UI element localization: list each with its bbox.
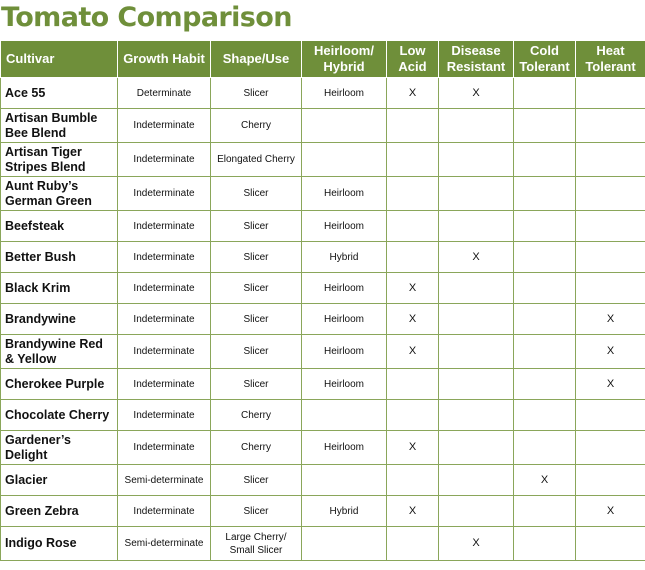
cell-heat-tolerant: X	[576, 304, 645, 335]
cell-cold-tolerant	[514, 304, 576, 335]
col-header-cold-tolerant: Cold Tolerant	[514, 41, 576, 78]
cell-disease-resistant	[439, 143, 514, 177]
cell-cultivar: Brandywine Red & Yellow	[1, 335, 118, 369]
cell-heat-tolerant	[576, 78, 645, 109]
cell-heat-tolerant	[576, 273, 645, 304]
cell-cold-tolerant	[514, 78, 576, 109]
cell-heirloom-hybrid: Heirloom	[302, 78, 387, 109]
cell-cold-tolerant	[514, 496, 576, 527]
cell-cold-tolerant: X	[514, 465, 576, 496]
cell-disease-resistant	[439, 335, 514, 369]
cell-cold-tolerant	[514, 273, 576, 304]
cell-disease-resistant	[439, 369, 514, 400]
cell-low-acid: X	[387, 431, 439, 465]
cell-cultivar: Glacier	[1, 465, 118, 496]
cell-heat-tolerant	[576, 143, 645, 177]
table-row	[1, 400, 645, 431]
cell-disease-resistant	[439, 177, 514, 211]
cell-low-acid	[387, 400, 439, 431]
cell-shape-use: Slicer	[211, 335, 302, 369]
table-row	[1, 242, 645, 273]
cell-disease-resistant	[439, 304, 514, 335]
cell-cultivar: Black Krim	[1, 273, 118, 304]
cell-growth-habit: Indeterminate	[118, 273, 211, 304]
cell-cold-tolerant	[514, 242, 576, 273]
cell-shape-use: Cherry	[211, 400, 302, 431]
cell-low-acid	[387, 177, 439, 211]
table-row	[1, 177, 645, 211]
cell-cold-tolerant	[514, 527, 576, 561]
cell-cold-tolerant	[514, 369, 576, 400]
cell-cold-tolerant	[514, 109, 576, 143]
cell-cultivar: Brandywine	[1, 304, 118, 335]
cell-shape-use: Slicer	[211, 78, 302, 109]
cell-cultivar: Artisan Bumble Bee Blend	[1, 109, 118, 143]
cell-cold-tolerant	[514, 177, 576, 211]
cell-disease-resistant	[439, 211, 514, 242]
table-row	[1, 304, 645, 335]
table-row	[1, 496, 645, 527]
cell-cold-tolerant	[514, 431, 576, 465]
cell-heirloom-hybrid	[302, 465, 387, 496]
cell-growth-habit: Indeterminate	[118, 242, 211, 273]
cell-cold-tolerant	[514, 211, 576, 242]
cell-heirloom-hybrid: Heirloom	[302, 304, 387, 335]
cell-growth-habit: Indeterminate	[118, 304, 211, 335]
col-header-heirloom-hybrid: Heirloom/ Hybrid	[302, 41, 387, 78]
table-row	[1, 109, 645, 143]
table-row	[1, 527, 645, 561]
cell-heat-tolerant	[576, 177, 645, 211]
col-header-growth-habit: Growth Habit	[118, 41, 211, 78]
cell-shape-use: Slicer	[211, 304, 302, 335]
cell-cultivar: Aunt Ruby’s German Green	[1, 177, 118, 211]
cell-cultivar: Gardener’s Delight	[1, 431, 118, 465]
cell-heirloom-hybrid	[302, 109, 387, 143]
table-row	[1, 78, 645, 109]
cell-low-acid	[387, 465, 439, 496]
table-row	[1, 335, 645, 369]
cell-low-acid	[387, 527, 439, 561]
cell-low-acid: X	[387, 273, 439, 304]
cell-heat-tolerant	[576, 109, 645, 143]
cell-disease-resistant: X	[439, 242, 514, 273]
cell-cold-tolerant	[514, 335, 576, 369]
cell-heat-tolerant: X	[576, 369, 645, 400]
cell-disease-resistant: X	[439, 78, 514, 109]
cell-shape-use: Slicer	[211, 273, 302, 304]
cell-low-acid	[387, 242, 439, 273]
cell-cultivar: Better Bush	[1, 242, 118, 273]
table-row	[1, 431, 645, 465]
col-header-disease-resistant: Disease Resistant	[439, 41, 514, 78]
cell-cultivar: Chocolate Cherry	[1, 400, 118, 431]
cell-heirloom-hybrid: Heirloom	[302, 273, 387, 304]
cell-disease-resistant	[439, 431, 514, 465]
cell-growth-habit: Indeterminate	[118, 109, 211, 143]
cell-disease-resistant	[439, 400, 514, 431]
cell-growth-habit: Semi-determinate	[118, 465, 211, 496]
cell-low-acid: X	[387, 78, 439, 109]
cell-heat-tolerant: X	[576, 496, 645, 527]
cell-shape-use: Elongated Cherry	[211, 143, 302, 177]
page-title: Tomato Comparison	[1, 2, 292, 33]
cell-low-acid: X	[387, 335, 439, 369]
cell-heirloom-hybrid	[302, 143, 387, 177]
cell-disease-resistant: X	[439, 527, 514, 561]
cell-heat-tolerant	[576, 431, 645, 465]
cell-disease-resistant	[439, 273, 514, 304]
cell-shape-use: Slicer	[211, 496, 302, 527]
cell-heirloom-hybrid	[302, 400, 387, 431]
cell-shape-use: Slicer	[211, 177, 302, 211]
table-row	[1, 143, 645, 177]
cell-growth-habit: Indeterminate	[118, 496, 211, 527]
cell-heirloom-hybrid: Heirloom	[302, 431, 387, 465]
col-header-cultivar: Cultivar	[1, 41, 118, 78]
cell-heat-tolerant	[576, 211, 645, 242]
cell-heirloom-hybrid: Heirloom	[302, 335, 387, 369]
cell-shape-use: Cherry	[211, 431, 302, 465]
cell-cultivar: Indigo Rose	[1, 527, 118, 561]
cell-low-acid	[387, 369, 439, 400]
cell-shape-use: Slicer	[211, 369, 302, 400]
cell-low-acid: X	[387, 304, 439, 335]
cell-low-acid	[387, 109, 439, 143]
table-row	[1, 465, 645, 496]
cell-heat-tolerant	[576, 400, 645, 431]
cell-growth-habit: Indeterminate	[118, 335, 211, 369]
cell-heirloom-hybrid: Hybrid	[302, 496, 387, 527]
table-row	[1, 211, 645, 242]
cell-heirloom-hybrid	[302, 527, 387, 561]
cell-cold-tolerant	[514, 400, 576, 431]
cell-disease-resistant	[439, 496, 514, 527]
cell-low-acid: X	[387, 496, 439, 527]
cell-heirloom-hybrid: Heirloom	[302, 369, 387, 400]
cell-growth-habit: Indeterminate	[118, 400, 211, 431]
cell-heat-tolerant	[576, 242, 645, 273]
cell-cultivar: Green Zebra	[1, 496, 118, 527]
table-row	[1, 369, 645, 400]
header-row	[1, 41, 645, 78]
cell-shape-use: Slicer	[211, 211, 302, 242]
cell-growth-habit: Indeterminate	[118, 369, 211, 400]
cell-heat-tolerant	[576, 527, 645, 561]
cell-shape-use: Cherry	[211, 109, 302, 143]
cell-shape-use: Slicer	[211, 242, 302, 273]
cell-growth-habit: Determinate	[118, 78, 211, 109]
cell-low-acid	[387, 143, 439, 177]
cell-cultivar: Ace 55	[1, 78, 118, 109]
cell-heirloom-hybrid: Heirloom	[302, 177, 387, 211]
cell-cultivar: Beefsteak	[1, 211, 118, 242]
cell-heat-tolerant	[576, 465, 645, 496]
cell-heirloom-hybrid: Hybrid	[302, 242, 387, 273]
cell-cultivar: Cherokee Purple	[1, 369, 118, 400]
cell-disease-resistant	[439, 465, 514, 496]
cell-growth-habit: Indeterminate	[118, 431, 211, 465]
cell-growth-habit: Semi-determinate	[118, 527, 211, 561]
cell-growth-habit: Indeterminate	[118, 211, 211, 242]
col-header-heat-tolerant: Heat Tolerant	[576, 41, 645, 78]
table-row	[1, 273, 645, 304]
col-header-low-acid: Low Acid	[387, 41, 439, 78]
cell-cold-tolerant	[514, 143, 576, 177]
cell-low-acid	[387, 211, 439, 242]
cell-heirloom-hybrid: Heirloom	[302, 211, 387, 242]
cell-growth-habit: Indeterminate	[118, 177, 211, 211]
cell-shape-use: Slicer	[211, 465, 302, 496]
cell-cultivar: Artisan Tiger Stripes Blend	[1, 143, 118, 177]
cell-shape-use: Large Cherry/ Small Slicer	[211, 527, 302, 561]
cell-heat-tolerant: X	[576, 335, 645, 369]
col-header-shape-use: Shape/Use	[211, 41, 302, 78]
tomato-comparison-table	[0, 40, 645, 561]
cell-disease-resistant	[439, 109, 514, 143]
cell-growth-habit: Indeterminate	[118, 143, 211, 177]
